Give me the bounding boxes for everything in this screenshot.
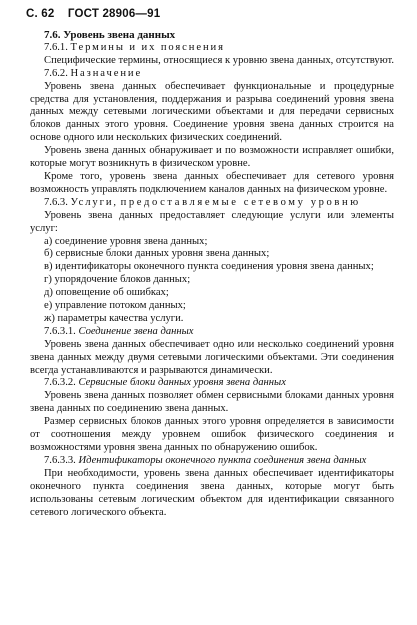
section-number: 7.6.3.3. [44,454,76,466]
section-number: 7.6.2. [44,67,68,79]
section-number: 7.6.3. [44,196,68,208]
section-7-6-2-heading [30,68,394,81]
paragraph: Уровень звена данных обеспечивает функциональные и процедурные средства для установления, поддержания и разрыва соединений уровня звена данных между сетевыми логическими объектами и для передачи сервисных блоков данных этого уровня. Соединение уровня звена данных строится на основе одного или нескольких физических соединений. [30,80,394,144]
section-title-part: предоставляемые сетевому уровню [120,196,361,208]
section-7-6-3-1-heading [30,326,394,339]
standard-code: ГОСТ 28906—91 [67,8,161,20]
list-item: д) оповещение об ошибках; [44,287,169,299]
list-item: б) сервисные блоки данных уровня звена данных; [44,248,270,260]
section-title: Назначение [70,67,143,79]
paragraph: Размер сервисных блоков данных этого уровня определяется в зависимости от соотношения между уровнем ошибок физического соединения и возможностями уровня звена данных по обнаружению ошибок. [30,416,394,453]
section-title: Сервисные блоки данных уровня звена данных [78,377,286,389]
paragraph: Уровень звена данных обнаруживает и по возможности исправляет ошибки, которые могут возникнуть в физическом уровне. [30,145,394,170]
section-7-6-3-heading [30,197,394,210]
section-7-6-3-2-heading [30,377,394,390]
list-item: а) соединение уровня звена данных; [44,235,208,247]
list-item: в) идентификаторы оконечного пункта соединения уровня звена данных; [44,261,374,273]
paragraph: Уровень звена данных предоставляет следующие услуги или элементы услуг: [30,209,394,234]
section-title-part: Услуги, [70,196,118,208]
section-number: 7.6.3.2. [44,377,76,389]
section-7-6-1-heading [30,42,394,55]
section-7-6-3-3-heading [30,455,394,468]
page-number: С. 62 [26,8,55,20]
paragraph: Кроме того, уровень звена данных обеспечивает для сетевого уровня возможность управлять подключением каналов данных на физическом уровне. [30,170,394,195]
paragraph: Специфические термины, относящиеся к уровню звена данных, отсутствуют. [44,54,394,66]
section-title: Соединение звена данных [78,325,194,337]
list-item: е) управление потоком данных; [44,300,186,312]
document-body [30,29,394,519]
paragraph: Уровень звена данных обеспечивает одно или несколько соединений уровня звена данных между двумя сетевыми логическими объектами. Эти соединения всегда устанавливаются и разрываются динамически. [30,338,394,376]
paragraph: Уровень звена данных позволяет обмен сервисными блоками данных уровня звена данных по соединению звена данных. [30,390,394,415]
list-item: г) упорядочение блоков данных; [44,274,191,286]
section-title: Идентификаторы оконечного пункта соединения звена данных [78,454,367,466]
section-title: Термины и их пояснения [70,41,225,53]
list-item: ж) параметры качества услуги. [44,312,184,324]
page-header [26,8,160,20]
section-number: 7.6.1. [44,41,68,53]
section-7-6-title: 7.6. Уровень звена данных [44,29,176,41]
paragraph: При необходимости, уровень звена данных обеспечивает идентификаторы оконечного пункта соединения звена данных, которые могут быть использованы сетевым логическим объектом для идентификации связанного сетевого логического объекта. [30,467,394,518]
section-number: 7.6.3.1. [44,325,76,337]
